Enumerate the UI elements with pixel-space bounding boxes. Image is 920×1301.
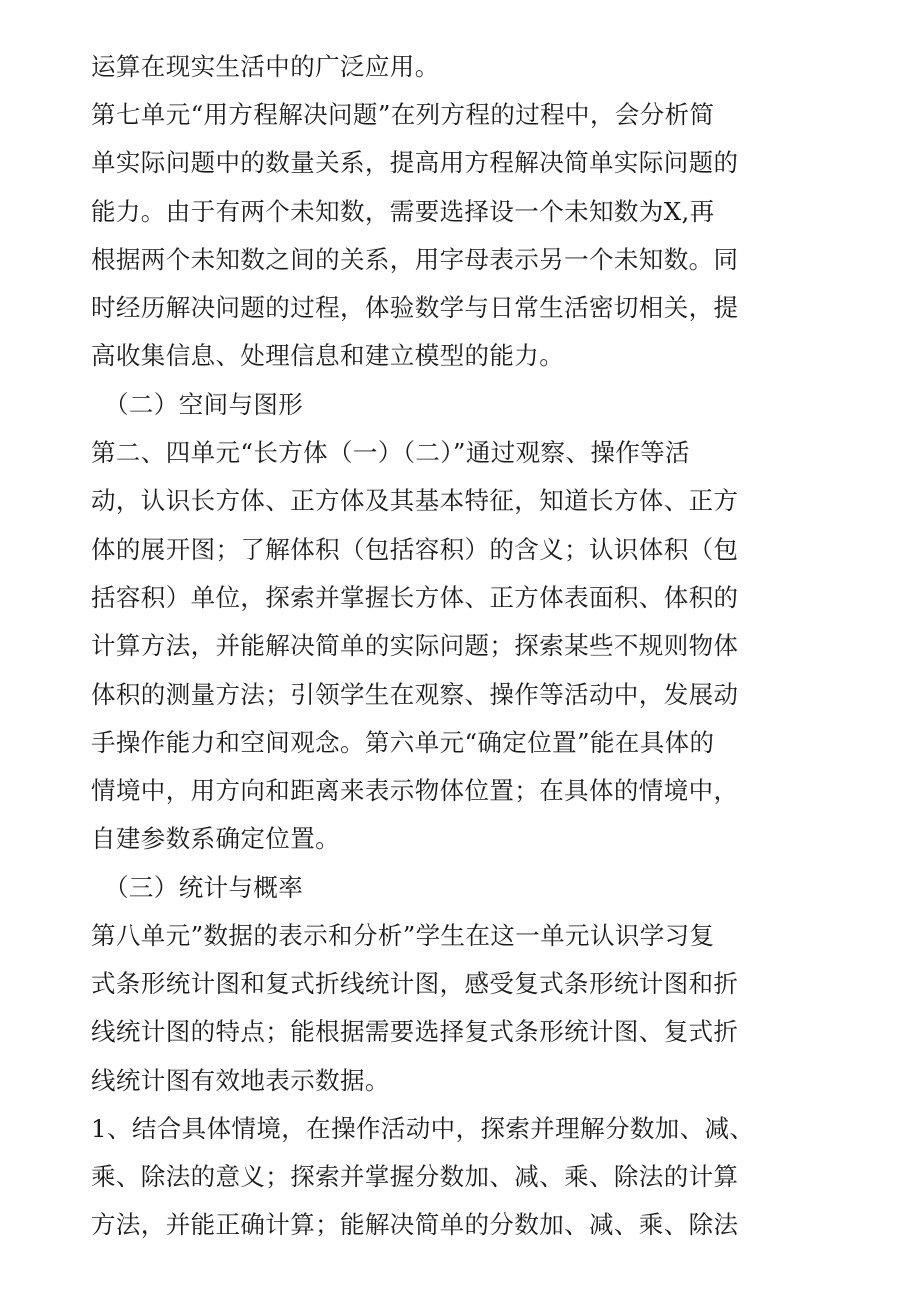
section-heading: （二）空间与图形 bbox=[104, 390, 304, 419]
text-line: 高收集信息、处理信息和建立模型的能力。 bbox=[91, 341, 565, 370]
text-line: 第八单元”数据的表示和分析”学生在这一单元认识学习复 bbox=[91, 921, 715, 950]
text-line: 动，认识长方体、正方体及其基本特征，知道长方体、正方 bbox=[91, 486, 739, 515]
text-line: 单实际问题中的数量关系，提高用方程解决简单实际问题的 bbox=[91, 148, 739, 177]
text-line: 手操作能力和空间观念。第六单元“确定位置”能在具体的 bbox=[91, 728, 715, 757]
text-line: 1、结合具体情境，在操作活动中，探索并理解分数加、减、 bbox=[91, 1114, 755, 1143]
text-line: 线统计图的特点；能根据需要选择复式条形统计图、复式折 bbox=[91, 1017, 739, 1046]
text-line: 第二、四单元“长方体（一）（二）”通过观察、操作等活 bbox=[91, 438, 690, 467]
text-line: 体积的测量方法；引领学生在观察、操作等活动中，发展动 bbox=[91, 680, 739, 709]
text-line: 时经历解决问题的过程，体验数学与日常生活密切相关，提 bbox=[91, 293, 739, 322]
text-line: 第七单元“用方程解决问题”在列方程的过程中，会分析简 bbox=[91, 100, 715, 129]
text-line: 自建参数系确定位置。 bbox=[91, 824, 340, 853]
text-line: 线统计图有效地表示数据。 bbox=[91, 1066, 390, 1095]
section-heading: （三）统计与概率 bbox=[104, 873, 304, 902]
text-line: 括容积）单位，探索并掌握长方体、正方体表面积、体积的 bbox=[91, 583, 739, 612]
text-line: 运算在现实生活中的广泛应用。 bbox=[91, 52, 440, 81]
text-line: 情境中，用方向和距离来表示物体位置；在具体的情境中， bbox=[91, 776, 739, 805]
text-line: 乘、除法的意义；探索并掌握分数加、减、乘、除法的计算 bbox=[91, 1162, 739, 1191]
text-line: 体的展开图；了解体积（包括容积）的含义；认识体积（包 bbox=[91, 535, 739, 564]
text-line: 式条形统计图和复式折线统计图，感受复式条形统计图和折 bbox=[91, 969, 739, 998]
text-line: 根据两个未知数之间的关系，用字母表示另一个未知数。同 bbox=[91, 245, 739, 274]
text-line: 方法，并能正确计算；能解决简单的分数加、减、乘、除法 bbox=[91, 1210, 739, 1239]
text-line: 能力。由于有两个未知数，需要选择设一个未知数为X,再 bbox=[91, 197, 715, 226]
text-line: 计算方法，并能解决简单的实际问题；探索某些不规则物体 bbox=[91, 631, 739, 660]
